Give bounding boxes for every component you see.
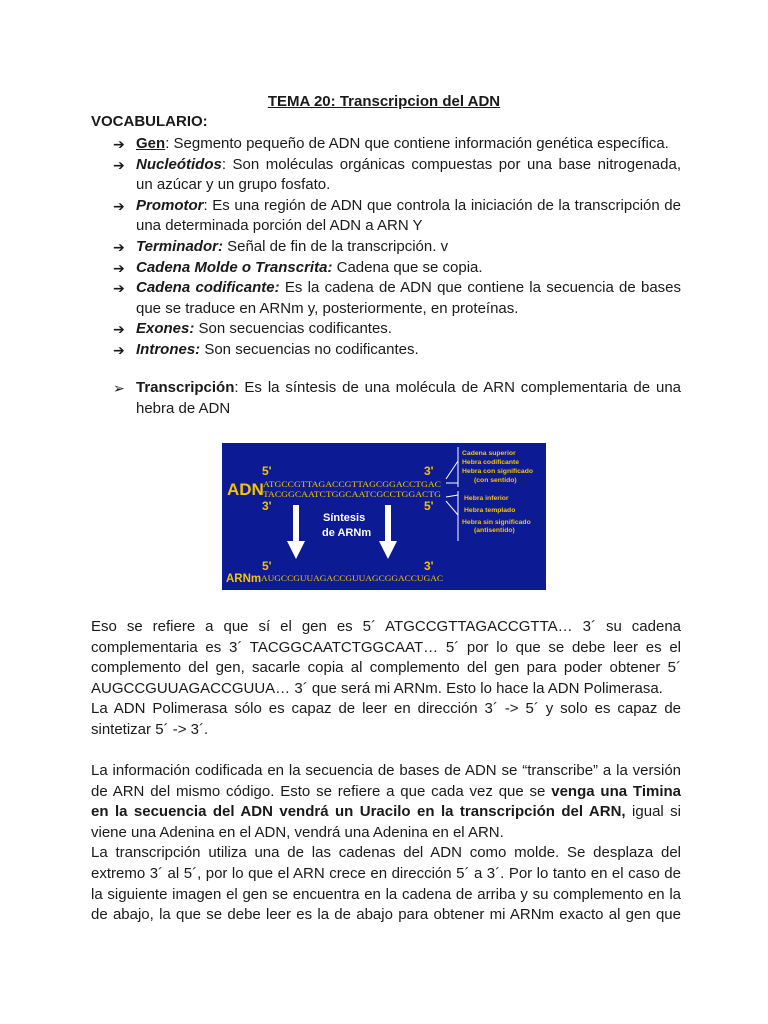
adn-label: ADN <box>227 480 264 499</box>
vocab-term: Promotor <box>136 196 204 214</box>
vocab-definition: Señal de fin de la transcripción. v <box>222 237 449 255</box>
bold-phrase: venga una Timina <box>551 782 681 800</box>
vocab-item-gen <box>113 134 681 155</box>
legend-con-sentido: (con sentido) <box>474 477 517 484</box>
legend-hebra-codificante: Hebra codificante <box>462 459 520 466</box>
arrowhead-bullet-icon: ➢ <box>113 380 125 396</box>
vocab-term: Gen <box>136 135 166 152</box>
vocab-item-intrones <box>113 340 681 361</box>
vocab-definition: Son secuencias codificantes. <box>194 320 392 338</box>
vocab-item-cadena-codificante <box>113 278 681 319</box>
legend-hebra-templado: Hebra templado <box>464 507 516 514</box>
paragraph-line: La transcripción utiliza una de las cadenas del ADN como molde. Se desplaza del <box>91 844 681 862</box>
paragraph-line: la siguiente imagen el gen se encuentra en la cadena de arriba y su complemento en la <box>91 885 681 903</box>
paragraph-transcription <box>91 761 681 926</box>
vocabulary-heading: VOCABULARIO: <box>91 113 208 130</box>
legend-hebra-inferior: Hebra inferior <box>464 495 509 502</box>
arrow-bullet-icon: ➔ <box>113 156 125 173</box>
legend-antisentido: (antisentido) <box>474 527 515 534</box>
arnm-5-prime-label: 5' <box>262 559 272 573</box>
vocab-term: Terminador: <box>136 237 223 255</box>
vocab-item-cadena-molde <box>113 258 681 279</box>
paragraph-line: complemento del gen, sacarle copia al complemento del gen para poder obtener 5´ <box>91 659 681 677</box>
arrow-bullet-icon: ➔ <box>113 341 125 358</box>
transcripcion-definition <box>113 378 681 419</box>
arnm-3-prime-label: 3' <box>424 559 434 573</box>
paragraph-line <box>91 802 681 823</box>
paragraph-line: La información codificada en la secuencia de bases de ADN se “transcribe” a la versión <box>91 762 681 779</box>
transcripcion-term: Transcripción <box>136 379 235 396</box>
vocab-term: Cadena codificante: <box>136 279 280 297</box>
vocab-definition: : Es una región de ADN que controla la iniciación de la transcripción de una determinada porción del ADN a ARN Y <box>136 196 681 235</box>
dna-5-prime-label: 5' <box>262 464 272 478</box>
coding-strand-sequence: ATGCCGTTAGACCGTTAGCGGACCTGAC <box>263 479 442 489</box>
de-arnm-label: de ARNm <box>322 527 372 539</box>
transcripcion-text: : Es la síntesis de una molécula de ARN complementaria de una hebra de ADN <box>136 379 681 417</box>
vocab-definition: : Segmento pequeño de ADN que contiene información genética específica. <box>165 135 669 152</box>
paragraph-text: igual si <box>625 803 682 821</box>
paragraph-line: extremo 3´ al 5´, por lo que el ARN crece en dirección 5´ a 3´. Por lo tanto en el caso de <box>91 864 681 882</box>
vocab-definition: Son secuencias no codificantes. <box>200 340 419 358</box>
paragraph-line <box>91 782 681 803</box>
template-5-prime-label: 5' <box>424 499 434 513</box>
arrow-bullet-icon: ➔ <box>113 197 125 214</box>
paragraph-line: viene una Adenina en el ADN, vendrá una Adenina en el ARN. <box>91 823 504 841</box>
paragraph-line: de abajo, la que se debe leer es la de abajo para obtener mi ARNm exacto al gen que <box>91 906 681 924</box>
legend-hebra-sin-significado: Hebra sin significado <box>462 519 531 526</box>
paragraph-line: Eso se refiere a que sí el gen es 5´ ATGCCGTTAGACCGTTA… 3´ su cadena <box>91 618 681 635</box>
sintesis-label: Síntesis <box>323 512 366 524</box>
vocab-term: Exones: <box>136 320 195 338</box>
vocab-definition: : Son moléculas orgánicas compuestas por una base nitrogenada, un azúcar y un grupo fosfato. <box>136 155 681 194</box>
vocab-item-terminador <box>113 237 681 258</box>
paragraph-line: La ADN Polimerasa sólo es capaz de leer en dirección 3´ -> 5´ y solo es capaz de <box>91 700 681 718</box>
transcription-diagram <box>222 443 546 590</box>
page-title: TEMA 20: Transcripcion del ADN <box>267 93 501 110</box>
bold-phrase: en la secuencia del ADN vendrá un Uracilo en la transcripción del ARN, <box>91 803 626 821</box>
legend-cadena-superior: Cadena superior <box>462 450 516 457</box>
paragraph-complement <box>91 617 681 741</box>
vocab-term: Nucleótidos <box>136 155 222 173</box>
arrow-bullet-icon: ➔ <box>113 259 125 276</box>
vocab-term: Cadena Molde o Transcrita: <box>136 258 333 276</box>
arrow-bullet-icon: ➔ <box>113 238 125 255</box>
vocab-item-nucleotidos <box>113 155 681 196</box>
template-3-prime-label: 3' <box>262 499 272 513</box>
arnm-label: ARNm <box>226 573 262 585</box>
vocab-definition: Cadena que se copia. <box>332 258 483 276</box>
paragraph-line: complementaria es 3´ TACGGCAATCTGGCAAT… 5´ por lo que se debe leer es el <box>91 638 681 656</box>
vocab-item-promotor <box>113 196 681 237</box>
paragraph-line: sintetizar 5´ -> 3´. <box>91 720 209 738</box>
vocab-definition: Es la cadena de ADN que contiene la secuencia de bases que se traduce en ARNm y, posteriormente, en proteínas. <box>136 279 681 317</box>
arrow-bullet-icon: ➔ <box>113 280 125 297</box>
template-strand-sequence: TACGGCAATCTGGCAATCGCCTGGACTG <box>263 489 441 499</box>
legend-hebra-con-significado: Hebra con significado <box>462 468 534 475</box>
paragraph-text: de ARN del mismo código. Esto se refiere a que cada vez que se <box>91 782 552 800</box>
vocabulary-list <box>113 134 681 361</box>
paragraph-line: AUGCCGUUAGACCGUUA… 3´ que será mi ARNm. Esto lo hace la ADN Polimerasa. <box>91 679 663 697</box>
vocab-term: Intrones: <box>136 340 201 358</box>
arnm-sequence: AUGCCGUUAGACCGUUAGCGGACCUGAC <box>261 574 444 583</box>
arrow-bullet-icon: ➔ <box>113 136 125 152</box>
dna-3-prime-label: 3' <box>424 464 434 478</box>
arrow-bullet-icon: ➔ <box>113 321 125 338</box>
vocab-item-exones <box>113 319 681 340</box>
